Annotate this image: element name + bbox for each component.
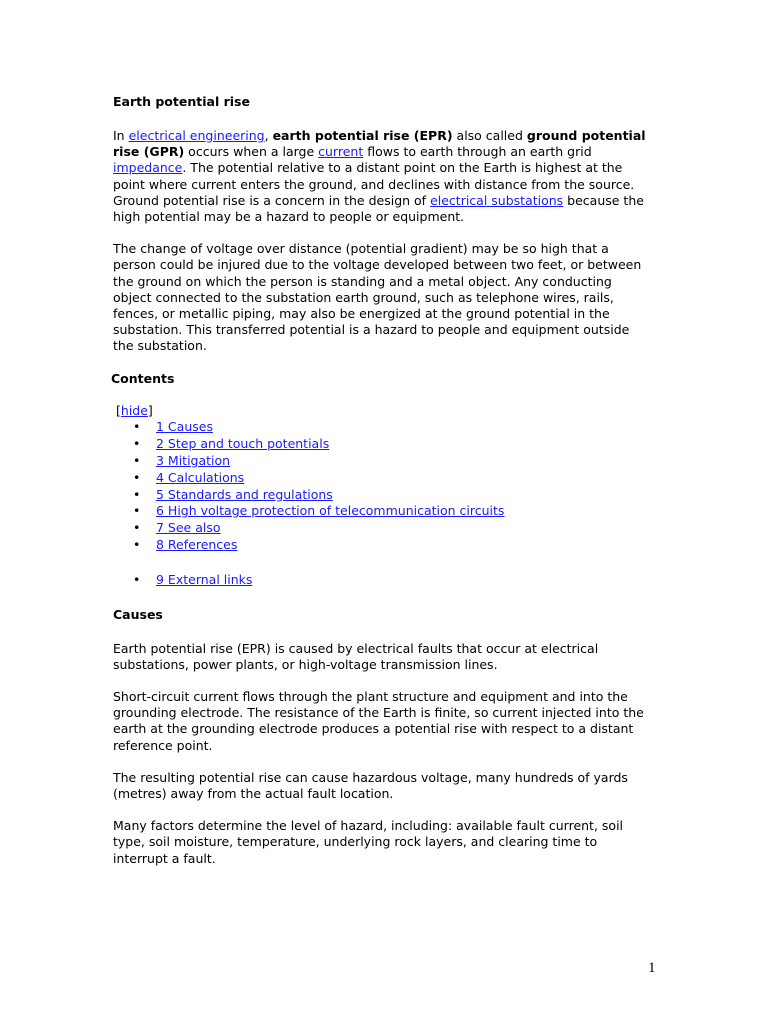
- bullet-icon: •: [133, 486, 141, 502]
- page-number: 1: [648, 960, 656, 976]
- causes-paragraph: Many factors determine the level of hazard, including: available fault current, soil type, soil moisture, temperature, underlying rock layers, and clearing time to interrupt a fault.: [113, 818, 624, 866]
- toc-link[interactable]: 6 High voltage protection of telecommunication circuits: [156, 503, 505, 519]
- toc-link[interactable]: 1 Causes: [156, 419, 213, 435]
- toc-toggle: [116, 403, 653, 420]
- bullet-icon: •: [133, 436, 141, 452]
- bullet-icon: •: [133, 520, 141, 536]
- article-title: Earth potential rise: [113, 94, 250, 109]
- toc-link[interactable]: 5 Standards and regulations: [156, 486, 333, 502]
- toc-item-see-also: [133, 520, 653, 537]
- intro-text: In: [113, 128, 129, 143]
- intro-text: ,: [264, 128, 273, 143]
- toc-link[interactable]: 2 Step and touch potentials: [156, 436, 330, 452]
- intro-text: also called: [452, 128, 527, 143]
- toc-item-causes: [133, 419, 653, 436]
- bullet-icon: •: [133, 503, 141, 519]
- term-epr: earth potential rise (EPR): [272, 128, 453, 143]
- toc-link[interactable]: 4 Calculations: [156, 469, 245, 485]
- document-page: [113, 94, 653, 883]
- toc-item-mitigation: [133, 453, 653, 470]
- link-electrical-substations[interactable]: electrical substations: [430, 192, 564, 208]
- bullet-icon: •: [133, 469, 141, 485]
- intro-paragraph: [113, 128, 653, 225]
- link-electrical-engineering[interactable]: electrical engineering: [128, 128, 265, 143]
- toc-item-standards: [133, 487, 653, 504]
- toc-hide-link[interactable]: hide: [120, 402, 148, 418]
- link-current[interactable]: current: [318, 144, 364, 160]
- toc-link[interactable]: 9 External links: [156, 571, 253, 587]
- bullet-icon: •: [133, 419, 141, 435]
- potential-gradient-paragraph: The change of voltage over distance (potential gradient) may be so high that a person could be injured due to the voltage developed between two feet, or between the ground on which the person is standing and a metal object. Any conducting object connected to the substation earth ground, such as telephone wires, rails, fences, or metallic piping, may also be energized at the ground potential in the substation. This transferred potential is a hazard to people and equipment outside the substation.: [113, 241, 642, 354]
- causes-paragraph: Short-circuit current flows through the plant structure and equipment and into the grounding electrode. The resistance of the Earth is finite, so current injected into the earth at the grounding electrode produces a potential rise with respect to a distant reference point.: [113, 689, 644, 753]
- toc-item-hv-protection: [133, 503, 653, 520]
- causes-paragraph: Earth potential rise (EPR) is caused by electrical faults that occur at electrical substations, power plants, or high-voltage transmission lines.: [113, 640, 599, 672]
- table-of-contents: [113, 419, 653, 588]
- bracket-close: ]: [147, 402, 153, 418]
- toc-link[interactable]: 8 References: [156, 537, 238, 553]
- bullet-icon: •: [133, 453, 141, 469]
- section-heading-causes: Causes: [113, 606, 163, 622]
- toc-item-calculations: [133, 470, 653, 487]
- term-gpr: ground potential rise (GPR): [113, 128, 646, 160]
- bracket-open: [: [116, 402, 121, 418]
- causes-paragraph: The resulting potential rise can cause hazardous voltage, many hundreds of yards (metres) away from the actual fault location.: [113, 769, 628, 802]
- intro-text: flows to earth through an earth grid: [363, 144, 592, 160]
- bullet-icon: •: [133, 571, 141, 587]
- intro-text: occurs when a large: [184, 144, 319, 160]
- toc-link[interactable]: 3 Mitigation: [156, 453, 231, 469]
- toc-item-step-touch: [133, 436, 653, 453]
- contents-heading: Contents: [111, 370, 175, 386]
- bullet-icon: •: [133, 537, 141, 553]
- intro-text: because the high potential may be a hazard to people or equipment.: [113, 192, 644, 225]
- toc-link[interactable]: 7 See also: [156, 520, 221, 536]
- toc-item-references: [133, 537, 653, 554]
- toc-item-external-links: [133, 572, 653, 589]
- intro-text: . The potential relative to a distant point on the Earth is highest at the point where current enters the ground, and declines with distance from the source. Ground potential rise is a concern in the design of: [113, 160, 635, 208]
- link-impedance[interactable]: impedance: [113, 160, 183, 176]
